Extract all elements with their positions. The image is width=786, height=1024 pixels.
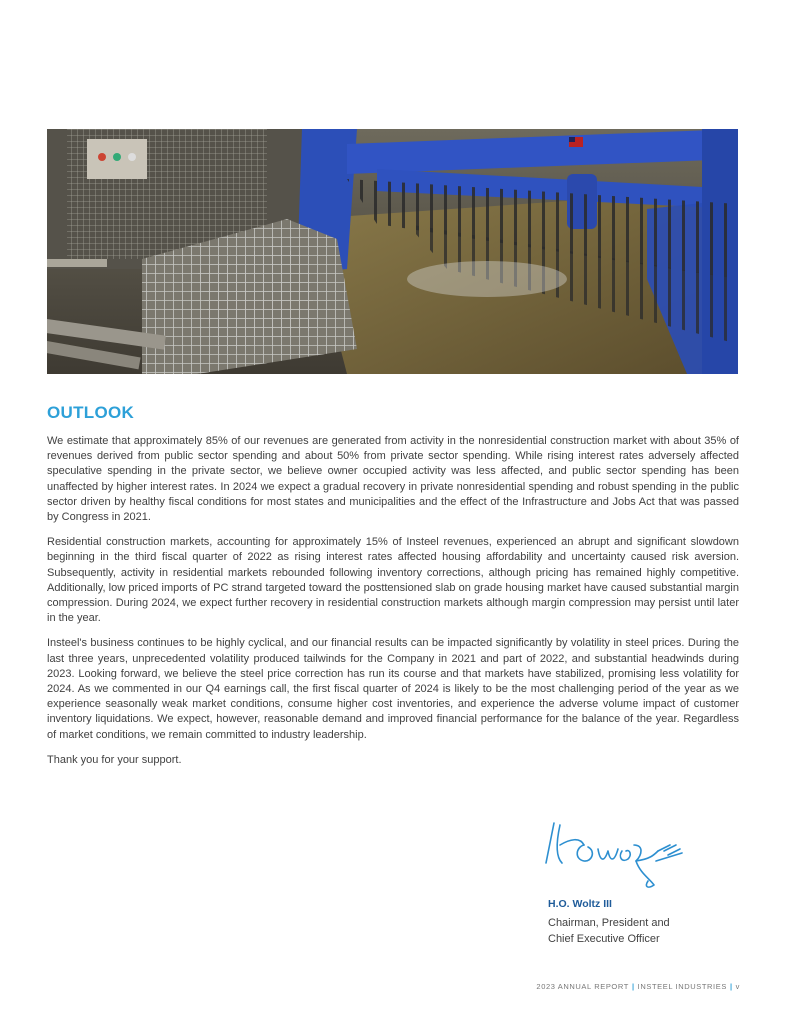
signer-title-line-1: Chairman, President and bbox=[548, 917, 670, 929]
page-footer bbox=[500, 982, 740, 991]
footer-report-label: 2023 ANNUAL REPORT bbox=[536, 982, 629, 991]
page-number: v bbox=[735, 982, 740, 991]
footer-separator: | bbox=[631, 982, 635, 991]
outlook-paragraph-3: Insteel's business continues to be highly cyclical, and our financial results can be impacted significantly by volatility in steel prices. During the last three years, unprecedented volatility produced tailwinds for the Company in 2021 and part of 2022, and substantial headwinds during 2023. Looking forward, we believe the steel price correction has run its course and that markets have stabilized, promising less volatility for 2024. As we commented in our Q4 earnings call, the first fiscal quarter of 2024 is likely to be the most challenging period of the year as we experience seasonally weak market conditions, consume higher cost inventories, and experience the adverse volume impact of customer inventory liquidations. We expect, however, reasonable demand and improved financial performance for the balance of the year. Regardless of market conditions, we remain committed to industry leadership. bbox=[47, 637, 739, 741]
outlook-paragraph-1: We estimate that approximately 85% of our revenues are generated from activity in the nonresidential construction market with about 35% of revenues derived from public sector spending and about 50% from private sector spending. While rising interest rates adversely affected speculative spending in the private sector, we believe owner occupied activity was less affected, and public sector spending has been unaffected by higher interest rates. In 2024 we expect a gradual recovery in private nonresidential spending and robust spending in the public sector driven by healthy fiscal conditions for most states and municipalities and the effect of the Infrastructure and Jobs Act that was passed by Congress in 2021. bbox=[47, 435, 739, 524]
footer-company-label: INSTEEL INDUSTRIES bbox=[637, 982, 727, 991]
section-title-outlook: OUTLOOK bbox=[47, 403, 135, 422]
outlook-body bbox=[47, 434, 739, 778]
signer-title-line-2: Chief Executive Officer bbox=[548, 932, 660, 945]
footer-separator: | bbox=[729, 982, 733, 991]
wire-mesh-manufacturing-photo bbox=[47, 129, 738, 374]
outlook-paragraph-2: Residential construction markets, accounting for approximately 15% of Insteel revenues, experienced an abrupt and significant slowdown beginning in the third fiscal quarter of 2022 as rising interest rates affected housing affordability and uncertainty caused risk aversion. Subsequently, activity in residential markets rebounded following inventory corrections, although pricing has remained highly competitive. Additionally, low priced imports of PC strand targeted toward the posttensioned slab on grade housing market have caused substantial margin compression. During 2024, we expect further recovery in residential construction markets although margin compression may persist until later in the year. bbox=[47, 536, 739, 625]
handwritten-signature bbox=[540, 815, 715, 895]
signer-title bbox=[548, 916, 670, 947]
signer-name: H.O. Woltz III bbox=[548, 898, 612, 910]
outlook-paragraph-4: Thank you for your support. bbox=[47, 753, 182, 766]
